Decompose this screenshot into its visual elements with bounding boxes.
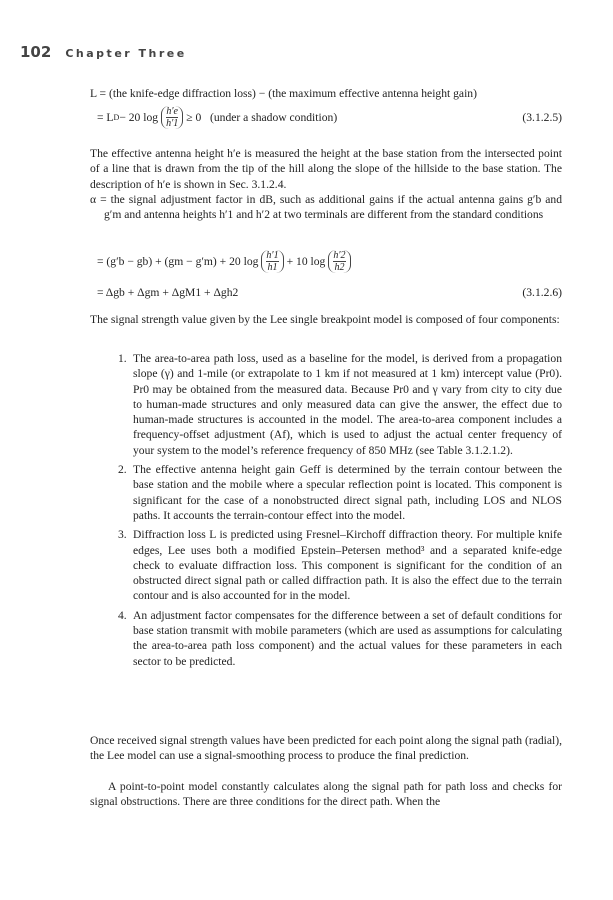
numerator: h′1 [266,250,279,261]
paragraph-signal-strength: The signal strength value given by the Lee single breakpoint model is composed of four components: [90,313,560,326]
equation-3-1-2-6-line1 [97,250,354,273]
component-list [90,351,562,673]
chapter-title: Chapter Three [65,47,187,60]
list-text: An adjustment factor compensates for the difference between a set of default conditions for base station transmit with mobile parameters (which are used as assumptions for calculating the area-to-area path loss component) and the actual values for these parameters in each sector to be predicted. [133,608,562,668]
list-number: 2. [118,463,127,477]
fraction [261,250,283,273]
list-text: Diffraction loss L is predicted using Fresnel–Kirchoff diffraction theory. For multiple knife edges, Lee uses both a modified Epstein–Petersen method³ and a separated knife-edge check to evaluate diffraction loss. This component is significant for the condition of an obstructed direct signal path or called diffraction path. It is also the effect due to the terrain contour and is also accounted for in the model. [133,528,562,603]
fraction [328,250,350,273]
list-text: The area-to-area path loss, used as a baseline for the model, is derived from a propagation slope (γ) and 1-mile (or extrapolate to 1 km if not measured at 1 km) intercept value (Pr0). Pr0 may be obtained from the measured data. Because Pr0 and γ vary from city to city due to human-made structures and only measured data can give the answer, the effect due to human-made structures is accounted in the model. The area-to-area component includes a frequency-offset adjustment (Af), which is used to adjust the actual center frequency of your system to the model’s reference frequency of 850 MHz (see Table 3.1.2.1.2). [133,352,562,457]
list-number: 3. [118,528,127,542]
denominator: h1 [267,262,278,273]
list-item [90,351,562,458]
equation-3-1-2-5 [97,106,562,129]
numerator: h′e [166,106,178,117]
paragraph-point-to-point: A point-to-point model constantly calculates along the signal path for path loss and checks for signal obstructions. There are three conditions for the direct path. When the [90,780,562,809]
equation-number: (3.1.2.5) [522,110,562,124]
paragraph-once: Once received signal strength values have been predicted for each point along the signal path (radial), the Lee model can use a signal-smoothing process to produce the final prediction. [90,734,562,763]
list-text: The effective antenna height gain Geff is determined by the terrain contour between the base station and the mobile where a specular reflection point is located. This component is significant for the case of a nonobstructed direct signal path, including LOS and NLOS paths. It accounts the terrain-contour effect into the model. [133,463,562,522]
list-number: 1. [118,352,127,365]
equation-L-definition: L = (the knife-edge diffraction loss) − (the maximum effective antenna height gain) [90,87,477,100]
eq-part: + 10 log [286,254,326,268]
list-number: 4. [118,608,127,622]
eq-lhs: = L [97,110,114,124]
alpha-definition: α = the signal adjustment factor in dB, such as additional gains if the actual antenna gains g′b and g′m and antenna heights h′1 and h′2 at two terminals are different from the standard conditions [90,193,562,222]
list-item [90,608,562,669]
eq-part: = Δgb + Δgm + ΔgM1 + Δgh2 [97,286,239,299]
list-item [90,462,562,523]
eq-sub: D [113,112,120,122]
denominator: h2 [334,262,345,273]
denominator: h′1 [166,118,179,129]
eq-log: − 20 log [119,110,159,124]
fraction [161,106,183,129]
page-number: 102 [20,43,52,61]
equation-3-1-2-6-line2 [97,285,562,300]
paragraph-effective-height: The effective antenna height h′e is measured the height at the base station from the intersected point of a line that is drawn from the tip of the hill along the slope of the hillside to the base station. The description of h′e is shown in Sec. 3.1.2.4. [90,147,562,191]
running-header [20,45,187,61]
eq-rhs: ≥ 0 (under a shadow condition) [186,110,338,124]
eq-part: = (g′b − gb) + (gm − g′m) + 20 log [97,254,259,268]
equation-number: (3.1.2.6) [522,286,562,299]
numerator: h′2 [333,250,346,261]
list-item [90,527,562,603]
